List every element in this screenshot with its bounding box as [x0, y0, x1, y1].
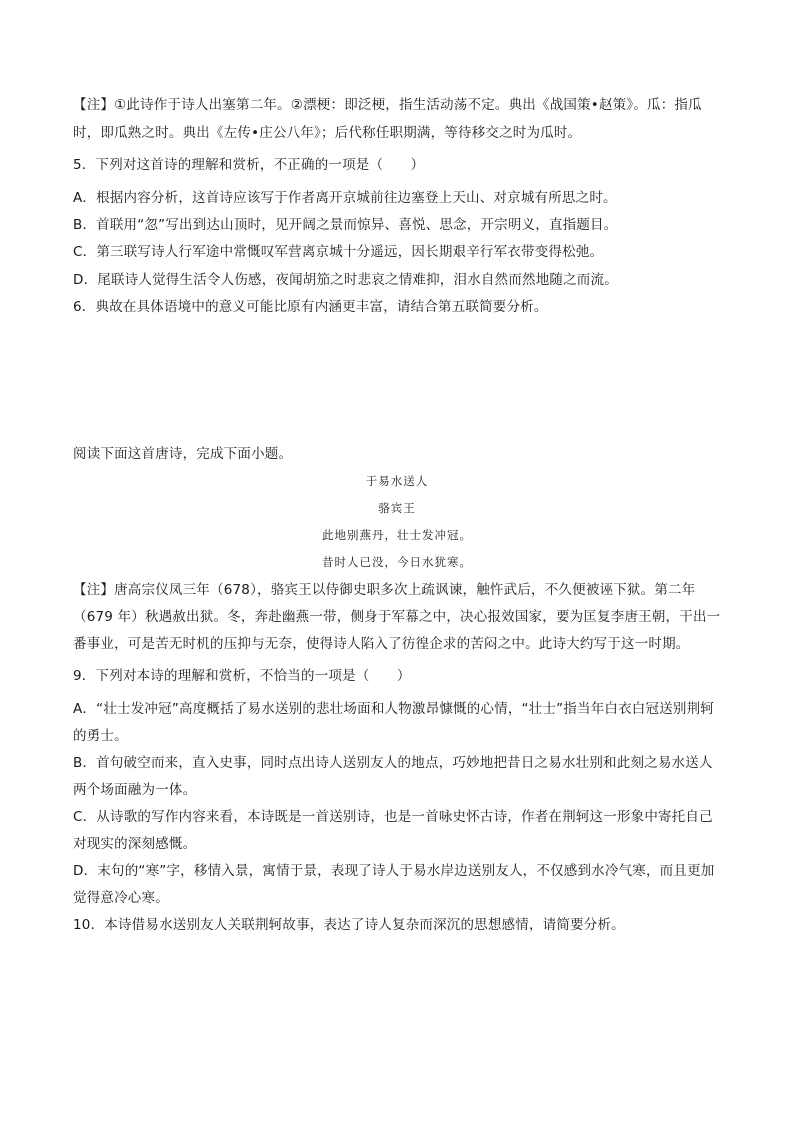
question-9-option-b: B．首句破空而来，直入史事，同时点出诗人送别友人的地点，巧妙地把昔日之易水壮别和此刻之易水送人 [73, 755, 713, 771]
question-9-option-c: C．从诗歌的写作内容来看，本诗既是一首送别诗，也是一首咏史怀古诗，作者在荆轲这一形象中寄托自己 [73, 809, 713, 825]
question-10: 10．本诗借易水送别友人关联荆轲故事，表达了诗人复杂而深沉的思想感情，请简要分析。 [73, 917, 625, 933]
question-5-option-a: A．根据内容分析，这首诗应该写于作者离开京城前往边塞登上天山、对京城有所思之时。 [73, 190, 617, 206]
question-9-option-d-cont: 觉得意冷心寒。 [73, 890, 169, 906]
poem-author: 骆宾王 [378, 501, 416, 515]
poem-line-1: 此地别燕丹，壮士发冲冠。 [322, 528, 472, 542]
question-5-option-d: D．尾联诗人觉得生活令人伤感，夜闻胡笳之时悲哀之情难抑，泪水自然而然地随之而流。 [73, 272, 618, 288]
note-line-2: 时，即瓜熟之时。典出《左传•庄公八年》；后代称任职期满，等待移交之时为瓜时。 [73, 125, 582, 141]
poem-title: 于易水送人 [365, 474, 429, 488]
poem-note-line-2: （679 年）秋遇赦出狱。冬，奔赴幽燕一带，侧身于军幕之中，决心报效国家，要为匡复李唐王朝，干出一 [73, 609, 721, 625]
question-9-option-c-cont: 对现实的深刻感慨。 [73, 836, 197, 852]
question-5-option-c: C．第三联写诗人行军途中常慨叹军营离京城十分遥远，因长期艰辛行军衣带变得松弛。 [73, 244, 604, 260]
reading-intro: 阅读下面这首唐诗，完成下面小题。 [73, 446, 293, 462]
question-6: 6．典故在具体语境中的意义可能比原有内涵更丰富，请结合第五联简要分析。 [73, 299, 548, 315]
question-9-option-b-cont: 两个场面融为一体。 [73, 782, 197, 798]
poem-line-2: 昔时人已没，今日水犹寒。 [322, 555, 472, 569]
poem-note-line-3: 番事业，可是苦无时机的压抑与无奈，使得诗人陷入了彷徨企求的苦闷之中。此诗大约写于这一时期。 [73, 636, 690, 652]
question-5-option-b: B．首联用“忽”写出到达山顶时，见开阔之景而惊异、喜悦、思念，开宗明义，直指题目。 [73, 217, 618, 233]
question-5-stem: 5．下列对这首诗的理解和赏析，不正确的一项是（ ） [73, 157, 425, 173]
question-9-stem: 9．下列对本诗的理解和赏析，不恰当的一项是（ ） [73, 668, 411, 684]
question-9-option-a: A．“壮士发冲冠”高度概括了易水送别的悲壮场面和人物激昂慷慨的心情，“壮士”指当年白衣白冠送别荆轲 [73, 701, 715, 717]
question-9-option-d: D．末句的“寒”字，移情入景，寓情于景，表现了诗人于易水岸边送别友人，不仅感到水冷气寒，而且更加 [73, 863, 715, 879]
poem-note-line-1: 【注】唐高宗仪凤三年（678），骆宾王以侍御史职多次上疏讽谏，触忤武后，不久便被诬下狱。第二年 [73, 582, 696, 598]
question-9-option-a-cont: 的勇士。 [73, 728, 128, 744]
note-line-1: 【注】①此诗作于诗人出塞第二年。②漂梗：即泛梗，指生活动荡不定。典出《战国策•赵策》。瓜：指瓜 [73, 97, 702, 113]
